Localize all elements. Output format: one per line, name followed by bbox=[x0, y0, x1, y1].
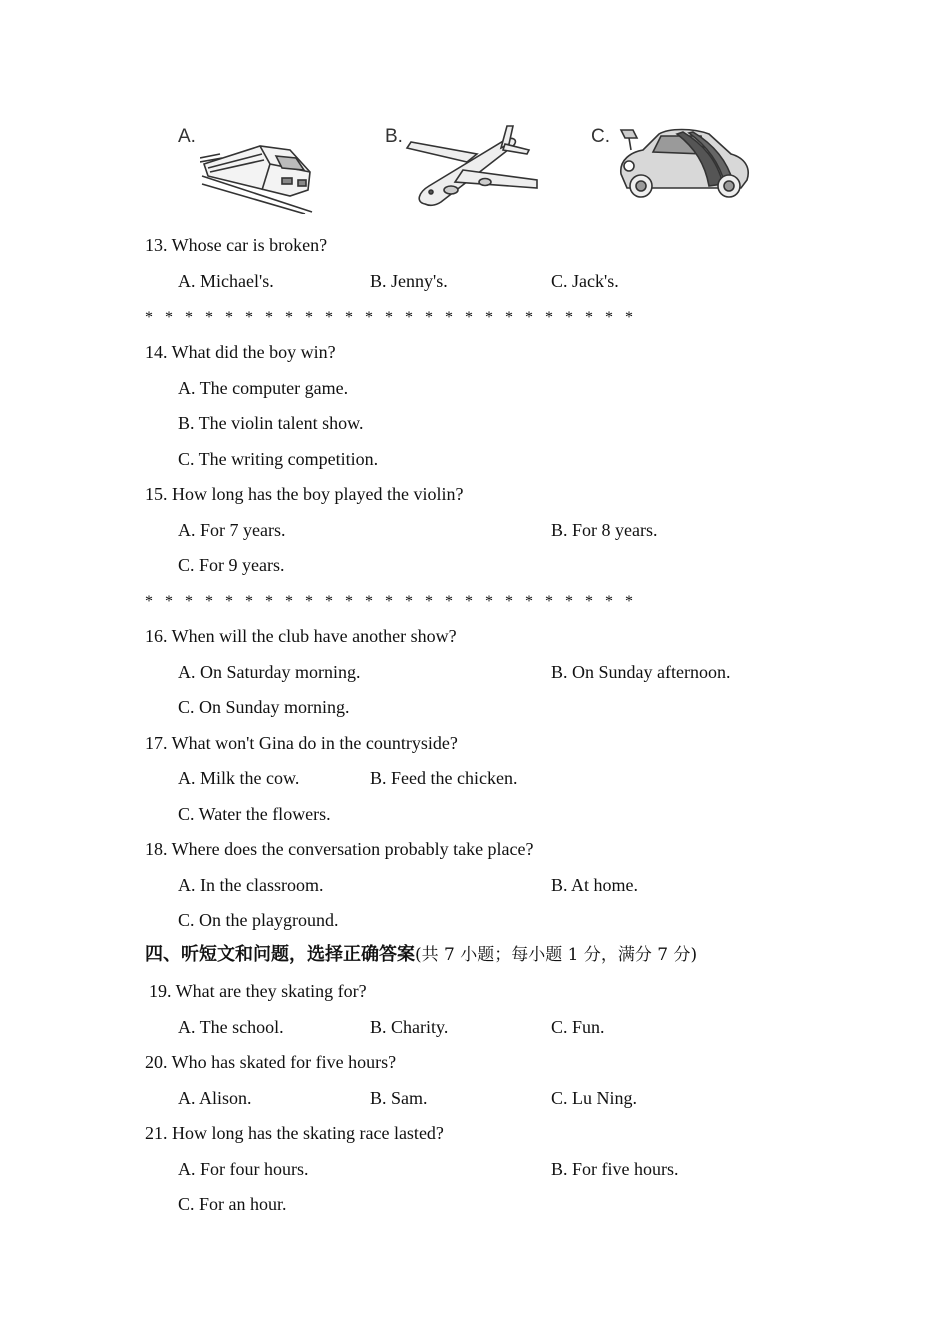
q16-option-b: B. On Sunday afternoon. bbox=[551, 662, 731, 682]
question-17: 17. What won't Gina do in the countryside? bbox=[145, 733, 458, 753]
section-4-title: 四、听短文和问题，选择正确答案 bbox=[145, 944, 415, 965]
question-13: 13. Whose car is broken? bbox=[145, 235, 328, 255]
q20-option-c: C. Lu Ning. bbox=[551, 1088, 638, 1108]
question-18: 18. Where does the conversation probably take place? bbox=[145, 839, 534, 859]
picture-label-c: C. bbox=[591, 126, 610, 147]
q21-option-c: C. For an hour. bbox=[178, 1194, 287, 1214]
picture-options bbox=[172, 120, 772, 220]
question-21: 21. How long has the skating race lasted? bbox=[145, 1123, 444, 1143]
q17-option-c: C. Water the flowers. bbox=[178, 804, 331, 824]
q13-option-b: B. Jenny's. bbox=[370, 271, 448, 291]
q15-option-b: B. For 8 years. bbox=[551, 520, 658, 540]
section-4-scoring: (共 7 小题；每小题 1 分，满分 7 分) bbox=[415, 945, 698, 965]
q20-option-a: A. Alison. bbox=[178, 1088, 252, 1108]
q14-option-c: C. The writing competition. bbox=[178, 449, 379, 469]
question-16: 16. When will the club have another show? bbox=[145, 626, 457, 646]
q16-option-a: A. On Saturday morning. bbox=[178, 662, 361, 682]
train-icon bbox=[200, 124, 320, 214]
q19-option-a: A. The school. bbox=[178, 1017, 284, 1037]
q18-option-b: B. At home. bbox=[551, 875, 639, 895]
q17-option-a: A. Milk the cow. bbox=[178, 768, 300, 788]
q13-option-a: A. Michael's. bbox=[178, 271, 274, 291]
section-4-heading bbox=[145, 944, 697, 966]
q15-option-c: C. For 9 years. bbox=[178, 555, 285, 575]
star-divider-2: * * * * * * * * * * * * * * * * * * * * * * * * * bbox=[145, 593, 633, 610]
q19-option-b: B. Charity. bbox=[370, 1017, 449, 1037]
q14-option-a: A. The computer game. bbox=[178, 378, 349, 398]
q17-option-b: B. Feed the chicken. bbox=[370, 768, 518, 788]
question-15: 15. How long has the boy played the violin? bbox=[145, 484, 464, 504]
q19-option-c: C. Fun. bbox=[551, 1017, 605, 1037]
q18-option-c: C. On the playground. bbox=[178, 910, 339, 930]
q14-option-b: B. The violin talent show. bbox=[178, 413, 364, 433]
picture-option-c bbox=[585, 120, 755, 215]
q21-option-b: B. For five hours. bbox=[551, 1159, 679, 1179]
q16-option-c: C. On Sunday morning. bbox=[178, 697, 350, 717]
star-divider-1: * * * * * * * * * * * * * * * * * * * * * * * * * bbox=[145, 309, 633, 326]
q21-option-a: A. For four hours. bbox=[178, 1159, 309, 1179]
car-icon bbox=[613, 124, 753, 204]
picture-label-b: B. bbox=[385, 126, 403, 147]
picture-option-a bbox=[172, 120, 322, 215]
question-14: 14. What did the boy win? bbox=[145, 342, 336, 362]
q18-option-a: A. In the classroom. bbox=[178, 875, 324, 895]
question-20: 20. Who has skated for five hours? bbox=[145, 1052, 397, 1072]
airplane-icon bbox=[405, 122, 545, 212]
question-19: 19. What are they skating for? bbox=[149, 981, 367, 1001]
q15-option-a: A. For 7 years. bbox=[178, 520, 286, 540]
picture-option-b bbox=[379, 120, 544, 215]
q13-option-c: C. Jack's. bbox=[551, 271, 619, 291]
q20-option-b: B. Sam. bbox=[370, 1088, 428, 1108]
picture-label-a: A. bbox=[178, 126, 196, 147]
